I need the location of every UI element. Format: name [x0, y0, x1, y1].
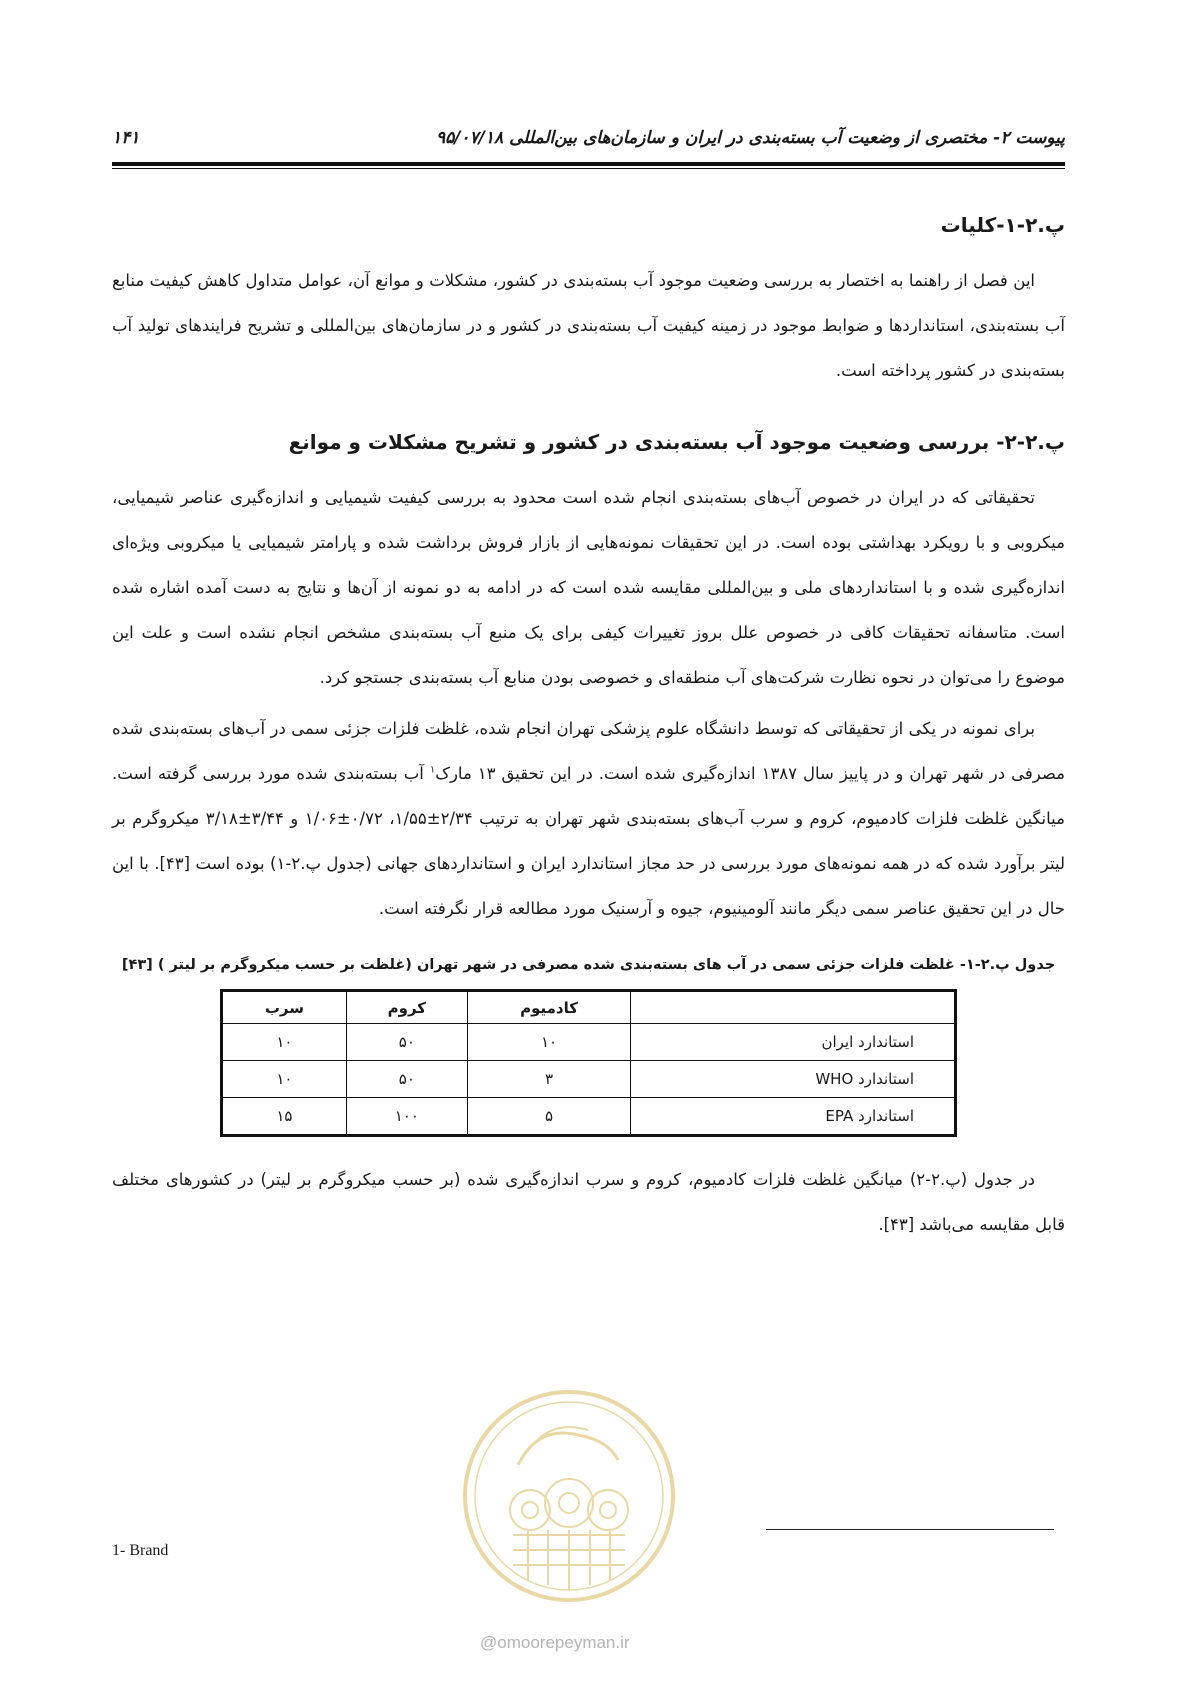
cell-lead: ۱۵ [222, 1098, 347, 1136]
cell-cadmium: ۱۰ [467, 1024, 631, 1061]
table-header-lead: سرب [222, 991, 347, 1024]
running-title: پیوست ۲- مختصری از وضعیت آب بسته‌بندی در ایران و سازمان‌های بین‌المللی ۹۵/۰۷/۱۸ [435, 128, 1065, 148]
row-label-epa: استاندارد EPA [631, 1098, 956, 1136]
footnote-separator [766, 1529, 1054, 1530]
table-caption: جدول پ.۲-۱- غلظت فلزات جزئی سمی در آب های بسته‌بندی شده مصرفی در شهر تهران (غلظت بر حسب میکروگرم بر لیتر ) [۴۳] [121, 957, 1056, 973]
cell-cadmium: ۵ [467, 1098, 631, 1136]
row-label-iran: استاندارد ایران [631, 1024, 956, 1061]
watermark-logo-icon [458, 1385, 680, 1607]
cell-chromium: ۵۰ [346, 1061, 467, 1098]
main-content [112, 210, 1065, 1253]
header-rule-thin [112, 168, 1065, 169]
table-header-row [222, 991, 956, 1024]
watermark-url [480, 1633, 630, 1653]
section-heading-general: پ.۲-۱-کلیات [940, 213, 1065, 237]
section-heading-status: پ.۲-۲- بررسی وضعیت موجود آب بسته‌بندی در کشور و تشریح مشکلات و موانع [288, 430, 1065, 454]
cell-chromium: ۱۰۰ [346, 1098, 467, 1136]
footnote: 1- Brand [112, 1542, 169, 1559]
at-icon: @ [480, 1633, 498, 1652]
table-row [222, 1098, 956, 1136]
cell-cadmium: ۳ [467, 1061, 631, 1098]
table-header-chromium: کروم [346, 991, 467, 1024]
cell-lead: ۱۰ [222, 1061, 347, 1098]
tehran-study-text-2: آب بسته‌بندی شده مورد بررسی گرفته است. میانگین غلظت فلزات کادمیوم، کروم و سرب آب‌های بسته‌بندی شهر تهران به ترتیب ۲/۳۴±۱/۵۵، ۰/۷۲±۱/۰۶ و ۳/۴۴±۳/۱۸ میکروگرم بر لیتر برآورد شده که در همه نمونه‌های مورد بررسی در حد مجاز استاندارد ایران و استانداردهای جهانی (جدول پ.۲-۱) بوده است [۴۳]. با این حال در این تحقیق عناصر سمی دیگر مانند آلومینیوم، جیوه و آرسنیک مورد مطالعه قرار نگرفته است. [112, 764, 1065, 918]
table-header-blank [631, 991, 956, 1024]
page-number: ۱۴۱ [112, 128, 140, 148]
cell-chromium: ۵۰ [346, 1024, 467, 1061]
running-header [112, 128, 1065, 158]
paragraph-tehran-study [112, 706, 1065, 931]
table-row [222, 1024, 956, 1061]
paragraph-after-table: در جدول (پ.۲-۲) میانگین غلظت فلزات کادمیوم، کروم و سرب اندازه‌گیری شده (بر حسب میکروگرم بر لیتر) در کشورهای مختلف قابل مقایسه می‌باشد [۴۳]. [112, 1170, 1065, 1234]
footnote-ref[interactable]: ۱ [429, 764, 436, 776]
table-row [222, 1061, 956, 1098]
metals-table [220, 989, 957, 1137]
paragraph-general: این فصل از راهنما به اختصار به بررسی وضعیت موجود آب بسته‌بندی در کشور، مشکلات و موانع آن، عوامل متداول کاهش کیفیت منابع آب بسته‌بندی، استانداردها و ضوابط موجود در زمینه کیفیت آب بسته‌بندی در کشور و در سازمان‌های بین‌المللی و تشریح فرایندهای تولید آب بسته‌بندی در کشور پرداخته است. [112, 271, 1065, 380]
row-label-who: استاندارد WHO [631, 1061, 956, 1098]
cell-lead: ۱۰ [222, 1024, 347, 1061]
paragraph-research: تحقیقاتی که در ایران در خصوص آب‌های بسته‌بندی انجام شده است محدود به بررسی کیفیت شیمیایی و اندازه‌گیری عناصر شیمیایی، میکروبی و با رویکرد بهداشتی بوده است. در این تحقیقات نمونه‌هایی از بازار فروش برداشت شده و پارامتر شیمیایی یا میکروبی ویژه‌ای اندازه‌گیری شده و با استانداردهای ملی و بین‌المللی مقایسه شده است که در ادامه به دو نمونه از آن‌ها و نتایج به دست آمده اشاره شده است. متاسفانه تحقیقات کافی در خصوص علل بروز تغییرات کیفی برای یک منبع آب بسته‌بندی مشخص انجام نشده است و علت این موضوع را می‌توان در نحوه نظارت شرکت‌های آب منطقه‌ای و خصوصی بودن منابع آب بسته‌بندی جستجو کرد. [112, 488, 1065, 687]
header-rule-thick [112, 162, 1065, 166]
watermark-url-text: omoorepeyman.ir [497, 1633, 630, 1652]
tehran-study-text-1: برای نمونه در یکی از تحقیقاتی که توسط دانشگاه علوم پزشکی تهران انجام شده، غلظت فلزات جزئی سمی در آب‌های بسته‌بندی شده مصرفی در شهر تهران و در پاییز سال ۱۳۸۷ اندازه‌گیری شده است. در این تحقیق ۱۳ مارک [112, 719, 1065, 783]
table-header-cadmium: کادمیوم [467, 991, 631, 1024]
